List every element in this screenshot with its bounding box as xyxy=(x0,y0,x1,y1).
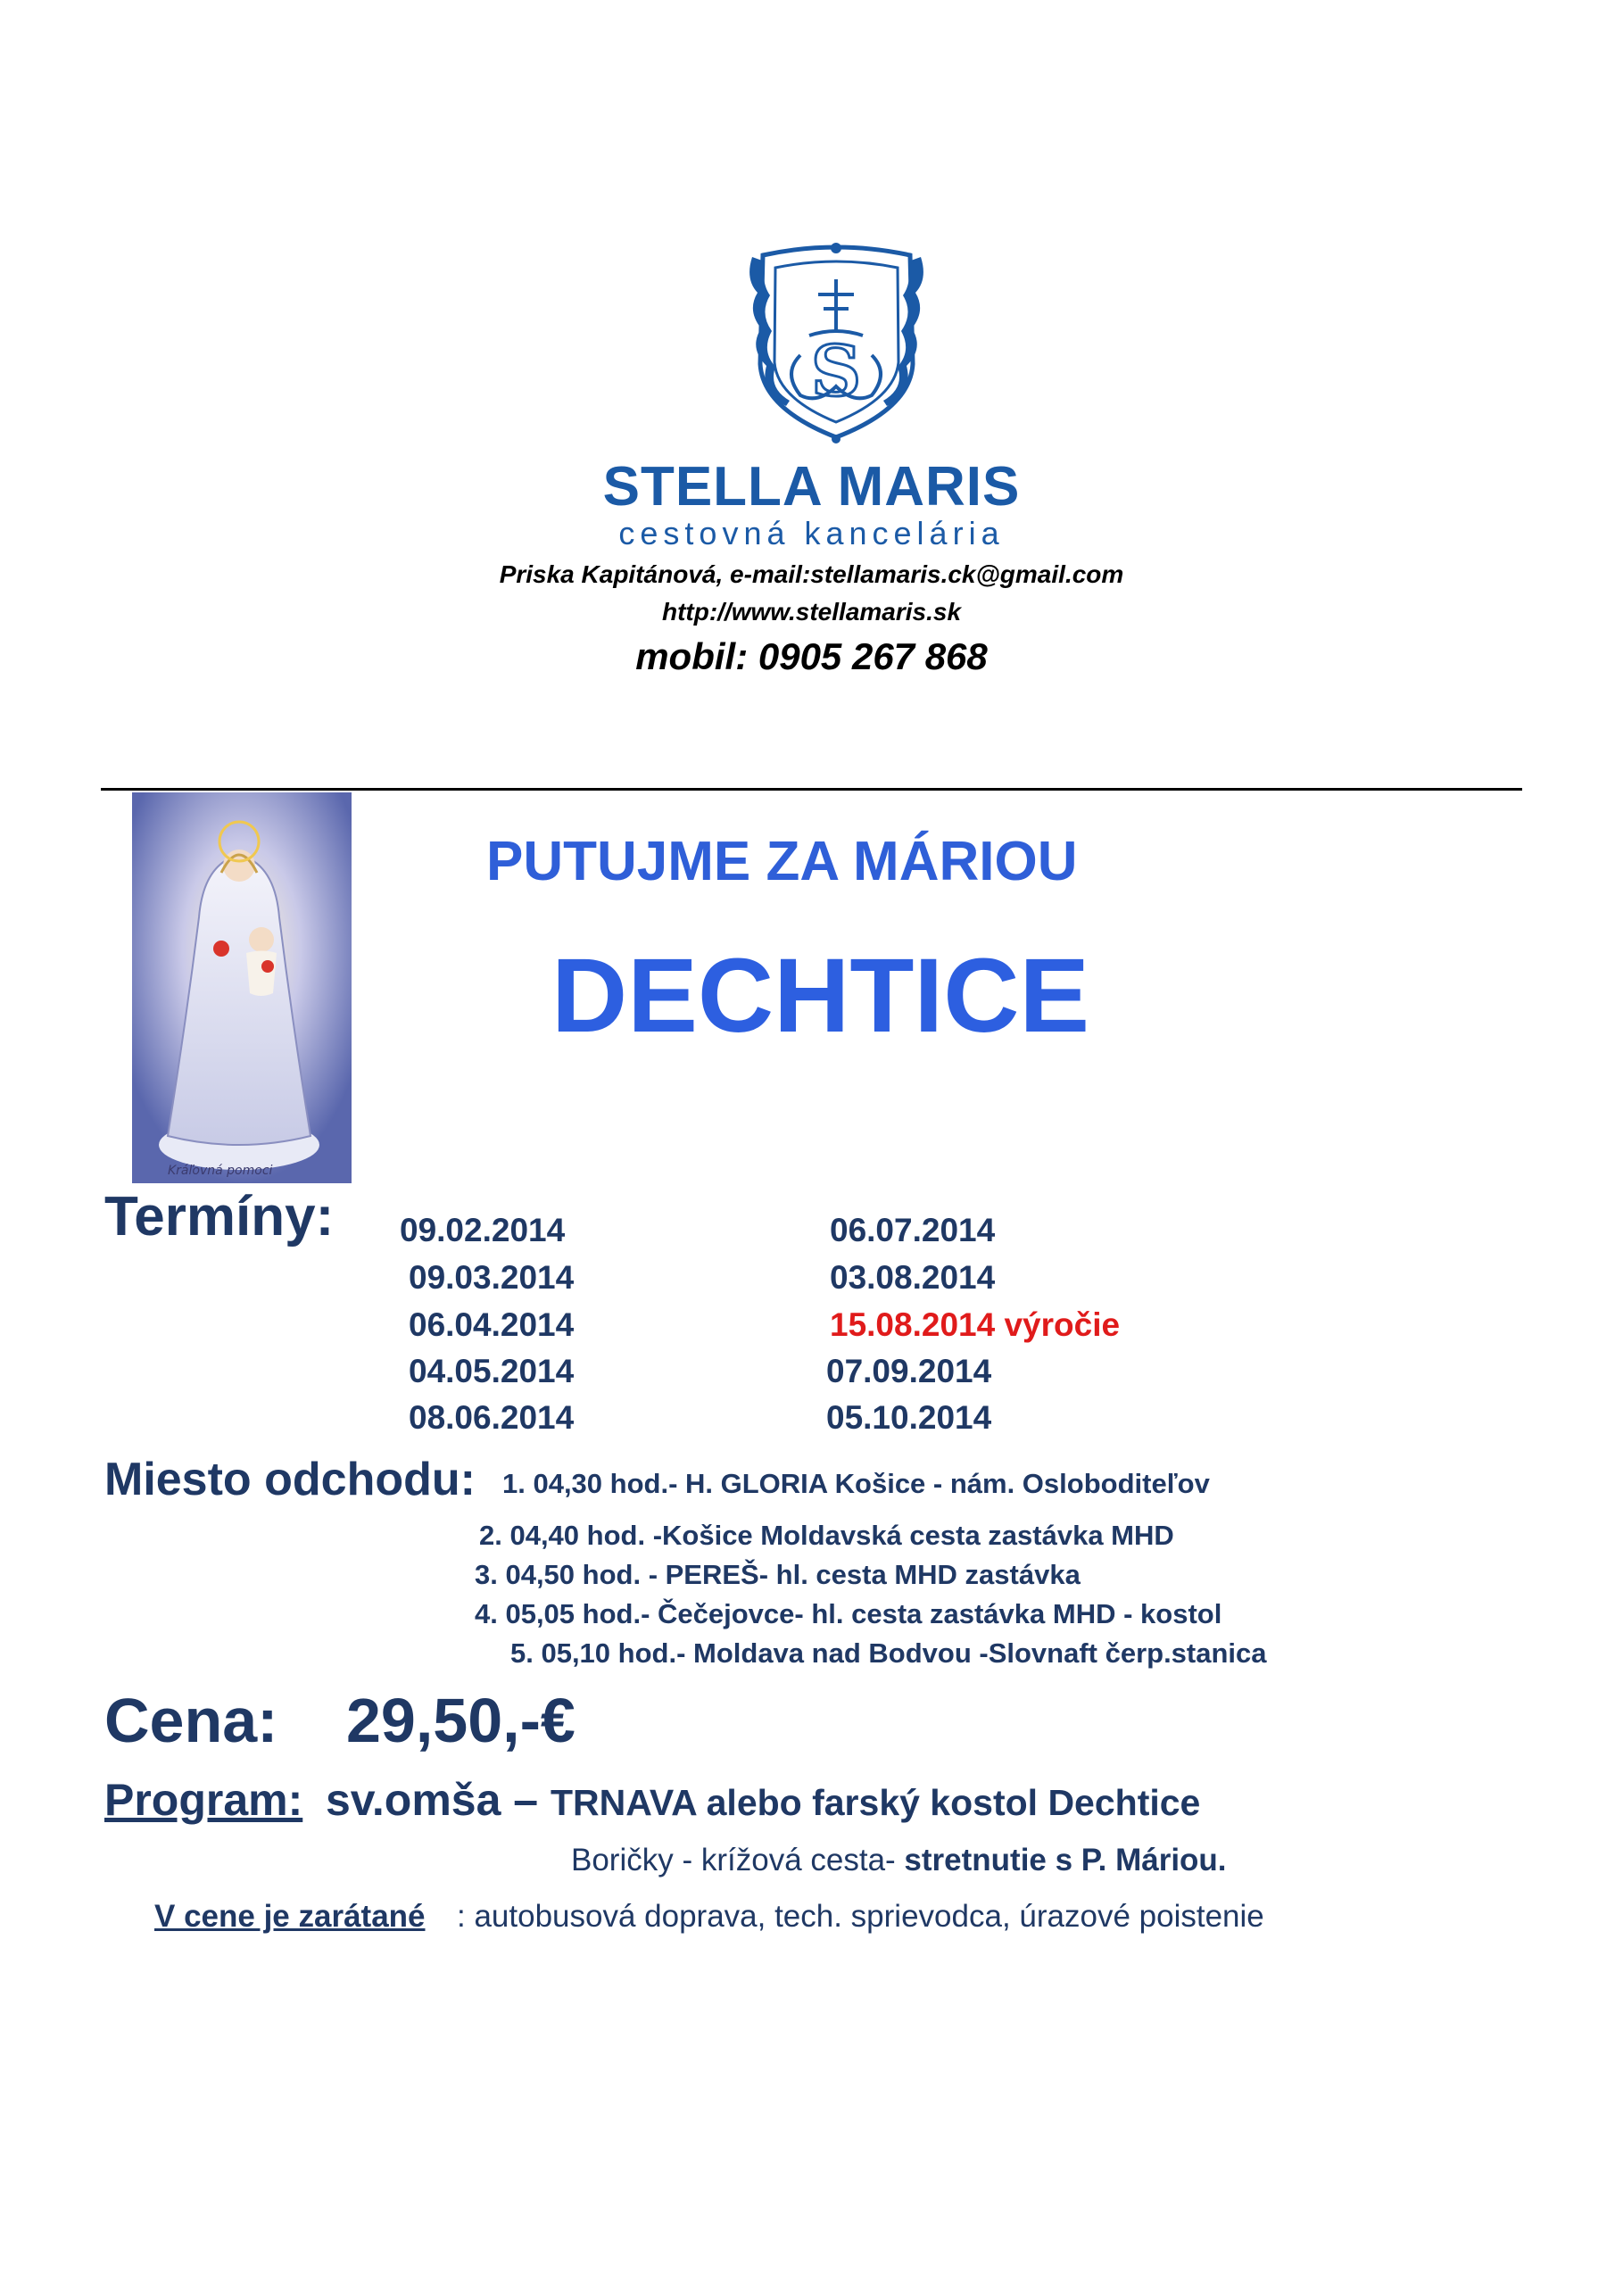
term-date: 03.08.2014 xyxy=(830,1259,996,1296)
destination-name: DECHTICE xyxy=(551,937,1090,1055)
term-date: 07.09.2014 xyxy=(826,1353,992,1389)
program-label: Program: xyxy=(104,1775,303,1825)
program-detail-a: Boričky - krížová cesta- xyxy=(571,1843,905,1877)
term-date: 06.04.2014 xyxy=(409,1306,575,1343)
term-date: 09.03.2014 xyxy=(409,1259,575,1296)
program-detail-b: stretnutie s P. Máriou. xyxy=(904,1843,1227,1877)
brand-name: STELLA MARIS xyxy=(602,456,1021,518)
departure-item: 3. 04,50 hod. - PEREŠ- hl. cesta MHD zastávka xyxy=(475,1559,1081,1590)
price-value: 29,50,-€ xyxy=(346,1686,576,1755)
departure-item: 4. 05,05 hod.- Čečejovce- hl. cesta zastávka MHD - kostol xyxy=(475,1598,1222,1629)
included-label: V cene je zarátané xyxy=(154,1899,426,1934)
term-date: 08.06.2014 xyxy=(409,1399,575,1436)
term-date-anniversary: 15.08.2014 výročie xyxy=(830,1306,1121,1343)
term-date: 05.10.2014 xyxy=(826,1399,992,1436)
program-text xyxy=(326,1774,1200,1826)
included-text: : autobusová doprava, tech. sprievodca, úrazové poistenie xyxy=(457,1899,1264,1934)
contact-line: Priska Kapitánová, e-mail:stellamaris.ck@gmail.com xyxy=(499,560,1124,588)
pilgrimage-title: PUTUJME ZA MÁRIOU xyxy=(486,831,1078,892)
program-location: TRNAVA alebo farský kostol Dechtice xyxy=(551,1782,1201,1823)
departure-label: Miesto odchodu: xyxy=(104,1454,476,1505)
website-line[interactable]: http://www.stellamaris.sk xyxy=(661,598,962,626)
departure-item: 2. 04,40 hod. -Košice Moldavská cesta zastávka MHD xyxy=(479,1520,1174,1551)
program-detail xyxy=(571,1843,1227,1878)
brand-subtitle: cestovná kancelária xyxy=(618,515,1005,551)
departure-item: 1. 04,30 hod.- H. GLORIA Košice - nám. Osloboditeľov xyxy=(502,1468,1210,1499)
header-divider xyxy=(101,788,1522,791)
mobile-line: mobil: 0905 267 868 xyxy=(635,635,988,677)
term-date: 06.07.2014 xyxy=(830,1212,996,1248)
stella-maris-crest-icon xyxy=(745,239,928,444)
departure-item: 5. 05,10 hod.- Moldava nad Bodvou -Slovnaft čerp.stanica xyxy=(510,1637,1267,1669)
image-caption: Kráľovná pomoci xyxy=(168,1164,273,1178)
terms-label: Termíny: xyxy=(104,1186,335,1247)
price-label: Cena: xyxy=(104,1686,278,1755)
madonna-image xyxy=(132,792,352,1183)
term-date: 09.02.2014 xyxy=(400,1212,566,1248)
svg-text:S: S xyxy=(810,331,862,412)
term-date: 04.05.2014 xyxy=(409,1353,575,1389)
program-mass: sv.omša – xyxy=(326,1775,551,1825)
